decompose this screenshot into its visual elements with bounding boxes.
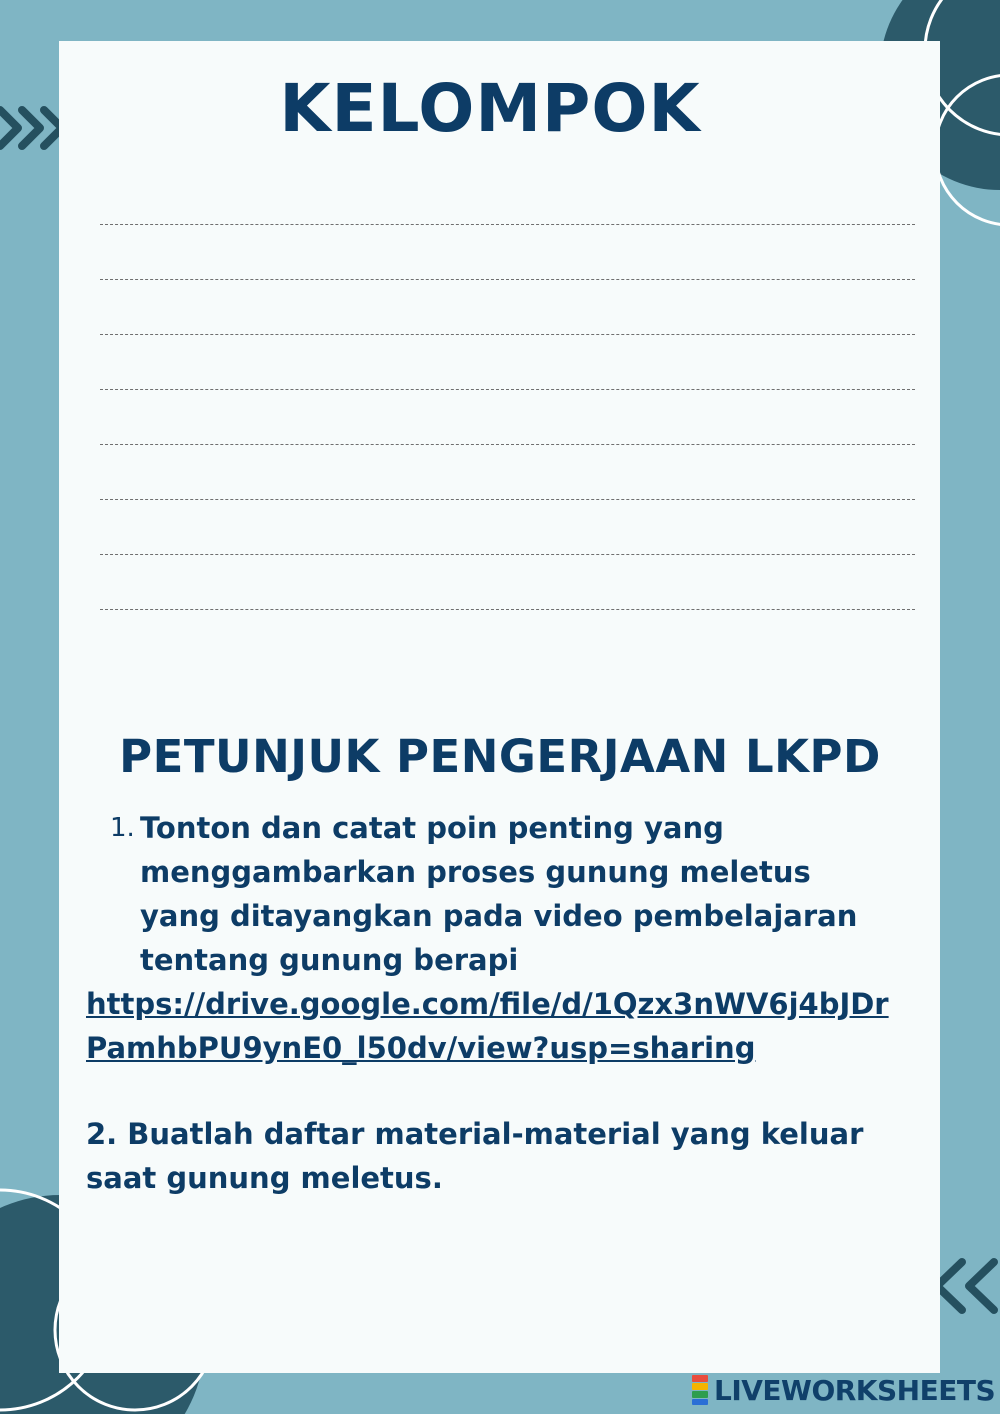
liveworksheets-brand[interactable] (692, 1372, 995, 1408)
answer-line[interactable] (100, 444, 915, 445)
answer-lines[interactable] (100, 224, 915, 664)
liveworksheets-logo-icon (692, 1375, 710, 1405)
step-1-text: Tonton dan catat poin penting yang menggambarkan proses gunung meletus yang ditayangkan pada video pembelajaran tentang gunung berapi (140, 811, 858, 977)
step-number: 1. (110, 813, 135, 843)
answer-line[interactable] (100, 499, 915, 500)
instruction-step-1 (110, 806, 900, 982)
instruction-step-2: 2. Buatlah daftar material-material yang keluar saat gunung meletus. (86, 1117, 864, 1195)
video-link[interactable]: https://drive.google.com/file/d/1Qzx3nWV6j4bJDrPamhbPU9ynE0_l50dv/view?usp=sharing (86, 987, 889, 1065)
group-title: KELOMPOK (279, 70, 701, 147)
answer-line[interactable] (100, 609, 915, 610)
answer-line[interactable] (100, 554, 915, 555)
answer-line[interactable] (100, 279, 915, 280)
answer-line[interactable] (100, 389, 915, 390)
answer-line[interactable] (100, 224, 915, 225)
brand-name: LIVEWORKSHEETS (714, 1373, 996, 1407)
answer-line[interactable] (100, 334, 915, 335)
instructions-title: PETUNJUK PENGERJAAN LKPD (119, 730, 881, 783)
